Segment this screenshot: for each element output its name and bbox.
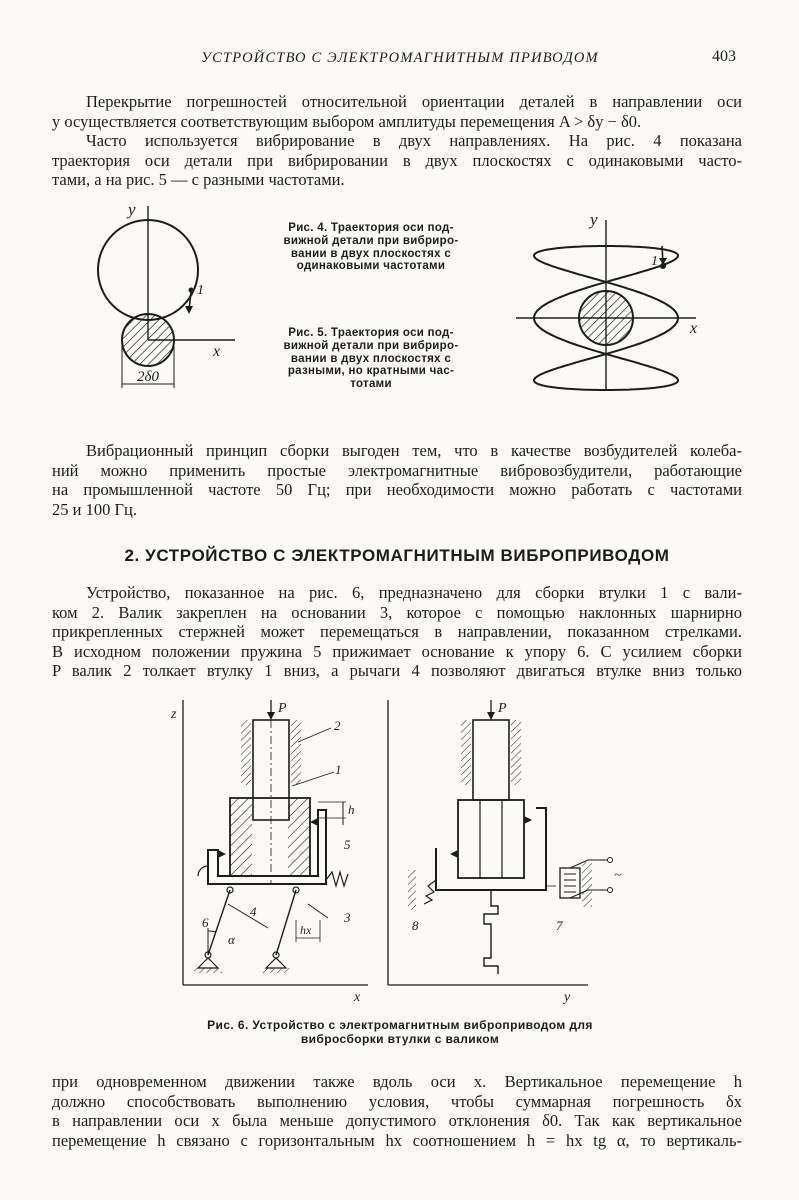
label-2: 2 — [334, 718, 341, 733]
caption-line: вании в двух плоскостях с — [290, 352, 452, 365]
lever — [208, 890, 230, 955]
shaft — [473, 720, 509, 800]
dimension-label: 2δ0 — [137, 369, 159, 385]
text-line: 25 и 100 Гц. — [52, 499, 137, 519]
caption-line: разными, но кратными час- — [287, 365, 455, 378]
caption-line: вижной детали при вибриро- — [283, 234, 459, 247]
z-axis-label: z — [171, 707, 177, 722]
bushing — [458, 800, 524, 878]
spring-8 — [424, 880, 436, 904]
text-line: Перекрытие погрешностей относительной ориентации деталей в направлении оси — [86, 92, 742, 111]
part-section — [579, 291, 633, 345]
caption-line: Рис. 4. Траектория оси под- — [288, 222, 454, 234]
text-line: P валик 2 толкает втулку 1 вниз, а рычаги 4 позволяют двигаться втулке вниз только — [52, 661, 742, 680]
label-hx: hx — [300, 923, 312, 937]
lever — [276, 890, 296, 955]
running-title: УСТРОЙСТВО С ЭЛЕКТРОМАГНИТНЫМ ПРИВОДОМ — [201, 50, 599, 66]
text-line: Вибрационный принцип сборки выгоден тем, что в качестве возбудителей колеба- — [86, 441, 742, 460]
label-8: 8 — [412, 918, 419, 933]
spring-5 — [326, 872, 348, 886]
caption-line: вании в двух плоскостях с — [290, 247, 452, 260]
label-3: 3 — [344, 910, 351, 925]
point-1-label: 1 — [197, 283, 204, 298]
figure-4-caption — [250, 222, 492, 273]
paragraph-2 — [52, 131, 742, 190]
hinge-supports — [198, 958, 286, 968]
paragraph-4 — [52, 583, 742, 681]
x-axis-label: x — [213, 343, 221, 360]
figure-5-diagram — [508, 205, 708, 395]
point-1-marker — [189, 288, 194, 293]
text-line: ком 2. Валик закреплен на основании 3, которое с помощью наклонных шарнирно — [52, 602, 742, 622]
paragraph-3 — [52, 441, 742, 519]
figure-6-diagram — [168, 700, 628, 1005]
text-line: траектория оси детали при вибрировании в двух плоскостях с одинаковыми часто- — [52, 150, 742, 170]
arrowhead — [185, 306, 193, 314]
text-line: y осуществляется соответствующим выбором амплитуды перемещения A > δy − δ0. — [52, 111, 642, 131]
text-line: Часто используется вибрирование в двух направлениях. На рис. 4 показана — [86, 131, 742, 150]
label-4: 4 — [250, 904, 257, 919]
ac-symbol: ~ — [614, 868, 622, 883]
side-view — [388, 700, 622, 1005]
caption-line: вибросборки втулки с валиком — [300, 1032, 500, 1046]
force-label: P — [278, 701, 287, 716]
caption-line: тотами — [350, 378, 392, 391]
figure-5-caption — [250, 327, 492, 391]
text-line: в направлении оси x была меньше допустимого отклонения δ0. Так как вертикальное — [52, 1111, 742, 1130]
text-line: Устройство, показанное на рис. 6, предназначено для сборки втулки 1 с вали- — [86, 583, 742, 602]
text-line: при одновременном движении также вдоль оси x. Вертикальное перемещение h — [52, 1072, 742, 1091]
flexure-mount — [484, 890, 498, 974]
label-7: 7 — [556, 918, 563, 933]
figure-6-caption — [160, 1018, 640, 1046]
text-line: прикрепленных стержней может перемещаться в направлении, показанном стрелками. — [52, 622, 742, 641]
caption-line: вижной детали при вибриро- — [283, 339, 459, 352]
text-line: В исходном положении пружина 5 прижимает основание к упору 6. С усилием сборки — [52, 641, 742, 661]
x-axis-label: x — [354, 990, 361, 1005]
label-h: h — [348, 802, 355, 817]
paragraph-5 — [52, 1072, 742, 1150]
y-axis-label: y — [590, 210, 598, 229]
point-1-label: 1 — [651, 254, 658, 269]
label-6: 6 — [202, 915, 209, 930]
label-alpha: α — [228, 932, 235, 947]
stop-6 — [198, 866, 208, 876]
guide-wall — [241, 720, 251, 785]
figure-4-diagram — [85, 198, 245, 408]
part-section — [122, 314, 174, 366]
force-label: P — [498, 701, 507, 716]
text-line: должно способствовать выполнению условия, чтобы суммарная погрешность δx — [52, 1091, 742, 1111]
caption-line: Рис. 5. Траектория оси под- — [288, 327, 454, 339]
text-line: перемещение h связано с горизонтальным hx соотношением h = hx tg α, то вертикаль- — [52, 1130, 742, 1150]
front-view — [170, 700, 368, 1005]
text-line: на промышленной частоте 50 Гц; при необходимости можно работать с частотами — [52, 480, 742, 499]
text-line: ний можно применить простые электромагнитные вибровозбудители, работающие — [52, 460, 742, 480]
page-number: 403 — [712, 48, 736, 65]
text-line: тами, а на рис. 5 — с разными частотами. — [52, 170, 345, 189]
electromagnet-7 — [560, 868, 580, 898]
y-axis-label: y — [128, 200, 136, 219]
guide-wall — [291, 720, 301, 785]
y-axis-label: y — [564, 990, 571, 1005]
label-5: 5 — [344, 837, 351, 852]
caption-line: Рис. 6. Устройство с электромагнитным виброприводом для — [207, 1018, 593, 1032]
label-1: 1 — [335, 762, 342, 777]
paragraph-1 — [52, 92, 742, 131]
caption-line: одинаковыми частотами — [296, 260, 446, 273]
section-heading: 2. УСТРОЙСТВО С ЭЛЕКТРОМАГНИТНЫМ ВИБРОПРИВОДОМ — [124, 546, 670, 565]
x-axis-label: x — [690, 320, 698, 337]
